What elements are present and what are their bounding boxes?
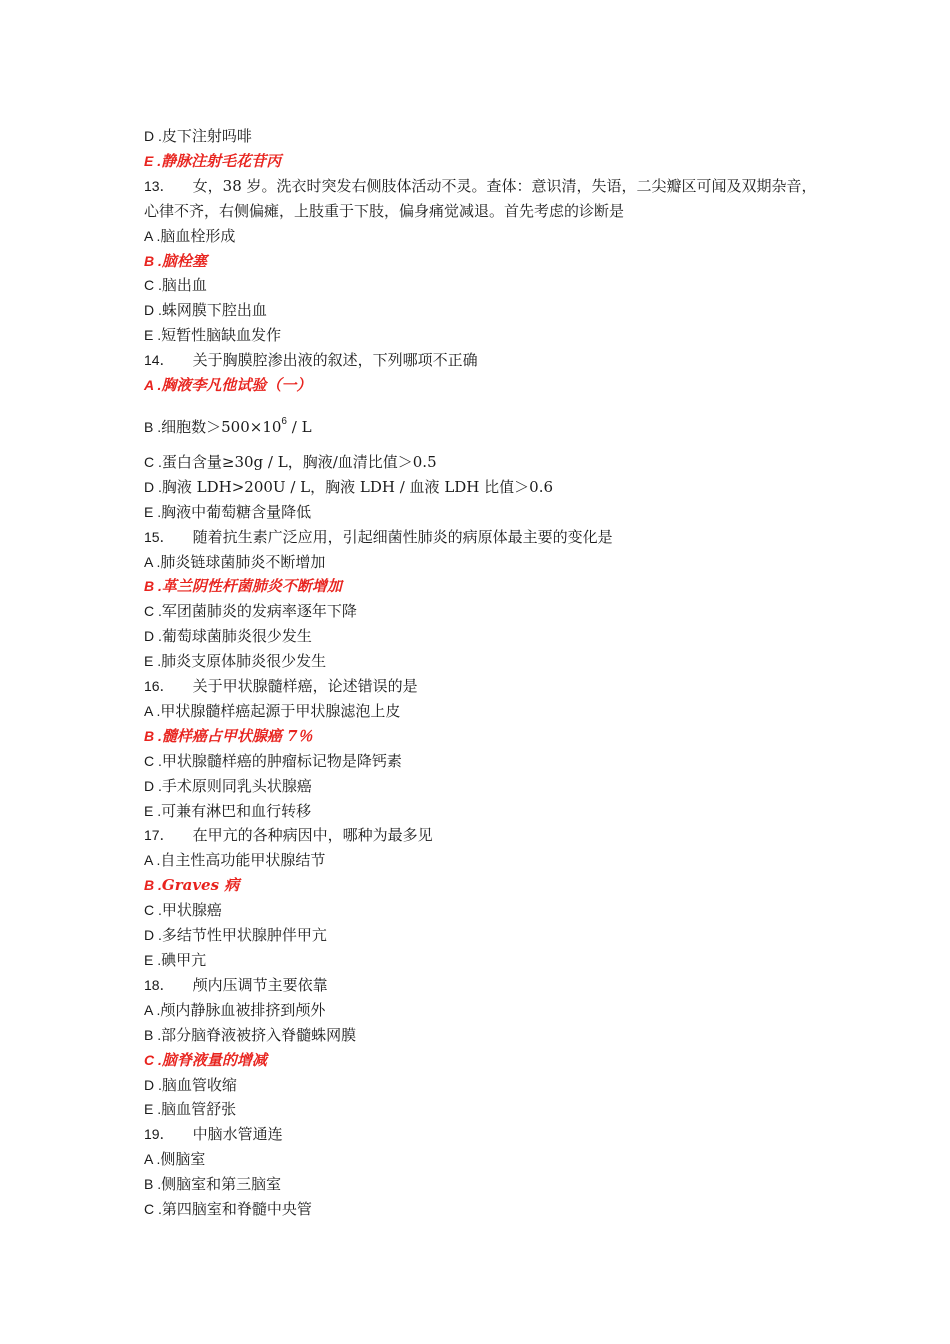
option-letter: E . [144, 503, 162, 520]
option-letter: D . [144, 628, 162, 645]
question-text: 关于胸膜腔渗出液的叙述，下列哪项不正确 [192, 351, 478, 370]
option-text: 军团菌肺炎的发病率逐年下降 [161, 602, 357, 621]
option-text: 碘甲亢 [161, 951, 207, 969]
question-text: 中脑水管通连 [192, 1125, 283, 1144]
option-text: 部分脑脊液被挤入脊髓蛛网膜 [161, 1025, 357, 1044]
option-letter: C . [144, 453, 162, 470]
question-stem [144, 174, 824, 224]
option-letter: E . [144, 327, 162, 344]
question-number: 14． [144, 352, 174, 369]
option-letter: E . [144, 1101, 162, 1118]
option-item [144, 500, 824, 525]
option-text: 脑血管舒张 [161, 1100, 237, 1119]
option-item [144, 1023, 824, 1048]
option-letter: B . [144, 578, 162, 595]
option-item [144, 599, 824, 624]
option-text: 皮下注射吗啡 [161, 127, 252, 145]
question-number: 13． [144, 177, 174, 194]
question-stem [144, 973, 824, 998]
option-letter: E . [144, 152, 162, 169]
option-letter: A . [144, 227, 161, 244]
option-letter: A . [144, 702, 161, 719]
option-text: 革兰阴性杆菌肺炎不断增加 [161, 577, 342, 596]
option-text: 手术原则同乳头状腺癌 [161, 776, 312, 795]
option-text: 颅内静脉血被排挤到颅外 [160, 1000, 326, 1019]
option-letter: D . [144, 128, 162, 144]
option-text: 脑脊液量的增减 [161, 1050, 267, 1069]
option-text: 肺炎支原体肺炎很少发生 [161, 652, 327, 671]
option-letter: A . [144, 1001, 161, 1018]
option-text: 蛋白含量≥30g / L，胸液/血清比值＞0.5 [161, 452, 437, 471]
option-letter: C . [144, 603, 162, 620]
option-letter: B . [144, 727, 162, 744]
answer-option [144, 574, 824, 599]
question-text: 关于甲状腺髓样癌，论述错误的是 [192, 677, 418, 696]
option-letter: A . [144, 553, 161, 570]
option-letter: B . [144, 877, 162, 894]
option-text: 短暂性脑缺血发作 [161, 326, 282, 345]
question-text: 随着抗生素广泛应用，引起细菌性肺炎的病原体最主要的变化是 [192, 527, 613, 546]
option-text: 葡萄球菌肺炎很少发生 [161, 627, 312, 646]
question-text: 女，38 岁。洗衣时突发右侧肢体活动不灵。查体：意识清，失语，二尖瓣区可闻及双期杂音，心律不齐，右侧偏瘫，上肢重于下肢，偏身痛觉减退。首先考虑的诊断是 [144, 176, 817, 220]
option-letter: D . [144, 777, 162, 794]
option-item [144, 550, 824, 575]
option-text: 可兼有淋巴和血行转移 [161, 801, 312, 820]
option-item [144, 450, 824, 475]
option-item [144, 1073, 824, 1098]
answer-option [144, 1048, 824, 1073]
superscript-exponent: 6 [281, 415, 287, 427]
option-item [144, 749, 824, 774]
option-letter: C . [144, 277, 162, 294]
option-item [144, 799, 824, 824]
question-stem [144, 823, 824, 848]
option-letter: D . [144, 478, 162, 495]
option-letter: B . [144, 418, 162, 435]
option-letter: D . [144, 1076, 162, 1093]
option-letter: C . [144, 1201, 162, 1218]
option-letter: E . [144, 952, 162, 968]
option-item [144, 224, 824, 249]
option-item [144, 649, 824, 674]
option-letter: B . [144, 1026, 162, 1043]
option-text: 脑血栓形成 [160, 226, 236, 245]
option-text: 脑栓塞 [161, 251, 207, 270]
option-item [144, 998, 824, 1023]
question-number: 15． [144, 528, 174, 545]
option-text: 髓样癌占甲状腺癌 7％ [161, 726, 313, 745]
option-item [144, 298, 824, 323]
option-letter: C . [144, 902, 162, 919]
option-item [144, 624, 824, 649]
option-letter: C . [144, 752, 162, 769]
option-text: 甲状腺髓样癌起源于甲状腺滤泡上皮 [160, 701, 401, 720]
question-number: 18． [144, 976, 174, 993]
question-stem [144, 1122, 824, 1147]
option-letter: A . [144, 852, 161, 869]
option-letter: E . [144, 653, 162, 670]
option-text: 细胞数＞500×10 [161, 417, 282, 436]
question-list [144, 124, 824, 1222]
option-text: 侧脑室 [160, 1150, 206, 1169]
question-text: 颅内压调节主要依靠 [192, 975, 328, 994]
question-number: 17． [144, 827, 174, 844]
question-number: 16． [144, 678, 174, 695]
option-text: 胸液中葡萄糖含量降低 [161, 502, 312, 521]
option-letter: A . [144, 377, 162, 394]
question-text: 在甲亢的各种病因中，哪种为最多见 [192, 826, 433, 845]
option-item [144, 1197, 824, 1222]
option-text: 第四脑室和脊髓中央管 [161, 1200, 312, 1219]
option-letter: C . [144, 1051, 162, 1068]
option-text: 自主性高功能甲状腺结节 [160, 851, 326, 870]
option-letter: A . [144, 1151, 161, 1168]
option-text: 静脉注射毛花苷丙 [161, 151, 282, 170]
answer-option [144, 873, 824, 898]
option-text: 胸液 LDH>200U / L，胸液 LDH / 血液 LDH 比值＞0.6 [161, 477, 554, 496]
option-letter: E . [144, 802, 162, 819]
answer-option [144, 149, 824, 174]
option-item [144, 699, 824, 724]
question-stem [144, 525, 824, 550]
option-item [144, 923, 824, 948]
option-letter: D . [144, 302, 162, 319]
option-text: 甲状腺髓样癌的肿瘤标记物是降钙素 [161, 751, 402, 770]
option-item [144, 124, 824, 149]
answer-option [144, 373, 824, 398]
option-item [144, 898, 824, 923]
question-stem [144, 674, 824, 699]
option-text: 脑血管收缩 [161, 1075, 237, 1094]
option-item [144, 475, 824, 500]
option-item [144, 848, 824, 873]
option-text: 多结节性甲状腺肿伴甲亢 [161, 926, 327, 945]
answer-option [144, 249, 824, 274]
option-text: 肺炎链球菌肺炎不断增加 [160, 552, 326, 571]
option-item [144, 948, 824, 973]
option-text: 胸液李凡他试验（一） [161, 376, 312, 395]
unit-text: / L [286, 417, 312, 436]
option-letter: B . [144, 252, 162, 269]
option-text: Graves 病 [161, 876, 240, 895]
option-item [144, 1172, 824, 1197]
option-letter: B . [144, 1176, 162, 1193]
option-text: 蛛网膜下腔出血 [161, 301, 267, 320]
option-item [144, 410, 824, 440]
option-item [144, 323, 824, 348]
option-item [144, 1147, 824, 1172]
answer-option [144, 724, 824, 749]
option-text: 甲状腺癌 [161, 901, 222, 920]
option-item [144, 273, 824, 298]
option-item [144, 774, 824, 799]
option-text: 脑出血 [161, 276, 207, 295]
option-text: 侧脑室和第三脑室 [161, 1175, 282, 1194]
question-number: 19． [144, 1126, 174, 1143]
question-stem [144, 348, 824, 373]
option-letter: D . [144, 927, 162, 944]
option-item [144, 1097, 824, 1122]
